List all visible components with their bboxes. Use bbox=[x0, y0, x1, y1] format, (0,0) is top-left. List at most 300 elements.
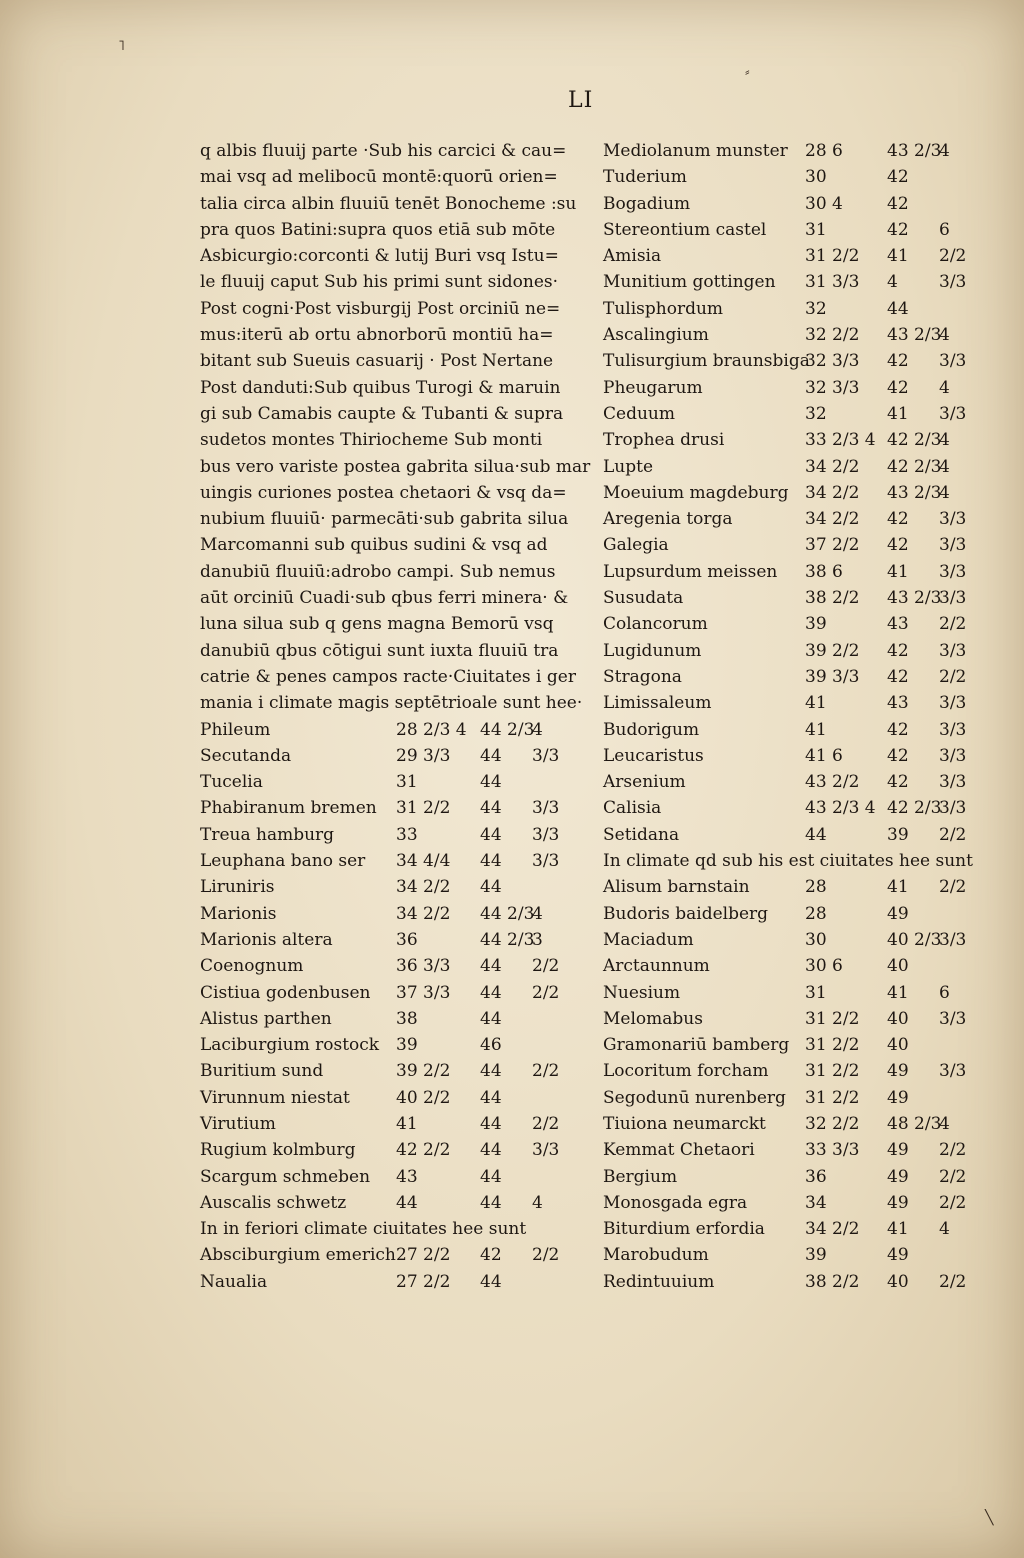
cell-lon: 38 bbox=[396, 1008, 418, 1029]
table-row bbox=[603, 927, 983, 953]
table-row bbox=[603, 217, 983, 243]
table-row bbox=[603, 296, 983, 322]
cell-lon: 34 4/4 bbox=[396, 851, 451, 872]
cell-name: Marobudum bbox=[603, 1245, 709, 1266]
cell-lon: 31 2/2 bbox=[805, 1061, 860, 1082]
cell-lon: 43 2/2 bbox=[805, 772, 860, 793]
table-row bbox=[200, 901, 595, 927]
prose-line: mania i climate magis septētrioale sunt hee· bbox=[200, 693, 583, 714]
cell-lon: 36 bbox=[396, 929, 418, 950]
table-row bbox=[603, 375, 983, 401]
table-row bbox=[603, 638, 983, 664]
cell-name: Munitium gottingen bbox=[603, 272, 776, 293]
table-row bbox=[603, 953, 983, 979]
cell-frac: 4 bbox=[532, 719, 543, 740]
cell-lat: 42 bbox=[887, 666, 909, 687]
cell-lat: 44 bbox=[480, 745, 502, 766]
cell-name: Biturdium erfordia bbox=[603, 1219, 765, 1240]
cell-name: Calisia bbox=[603, 798, 662, 819]
cell-lon: 41 bbox=[805, 719, 827, 740]
cell-frac: 3/3 bbox=[939, 272, 967, 293]
cell-frac: 2/2 bbox=[532, 956, 560, 977]
table-row bbox=[200, 1006, 595, 1032]
cell-name: Galegia bbox=[603, 535, 669, 556]
cell-lon: 43 bbox=[396, 1166, 418, 1187]
cell-lat: 46 bbox=[480, 1035, 502, 1056]
cell-frac: 3/3 bbox=[532, 1140, 560, 1161]
cell-frac: 2/2 bbox=[532, 982, 560, 1003]
cell-lat: 44 bbox=[480, 772, 502, 793]
cell-lat: 4 bbox=[887, 272, 898, 293]
cell-frac: 4 bbox=[939, 482, 950, 503]
table-row bbox=[603, 1190, 983, 1216]
table-row bbox=[603, 559, 983, 585]
table-row bbox=[200, 1085, 595, 1111]
cell-lon: 31 2/2 bbox=[805, 1035, 860, 1056]
cell-lon: 43 2/3 4 bbox=[805, 798, 876, 819]
table-row bbox=[200, 1190, 595, 1216]
table-row bbox=[603, 269, 983, 295]
cell-name: Leucaristus bbox=[603, 745, 704, 766]
cell-lat: 44 bbox=[480, 1061, 502, 1082]
cell-name: Amisia bbox=[603, 246, 662, 267]
table-row bbox=[603, 585, 983, 611]
cell-name: Coenognum bbox=[200, 956, 304, 977]
cell-frac: 4 bbox=[939, 377, 950, 398]
cell-lon: 31 2/2 bbox=[805, 246, 860, 267]
folio-number: LI bbox=[568, 88, 594, 113]
cell-lon: 32 2/2 bbox=[805, 1113, 860, 1134]
cell-frac: 3/3 bbox=[939, 929, 967, 950]
cell-name: Secutanda bbox=[200, 745, 292, 766]
cell-lat: 41 bbox=[887, 403, 909, 424]
cell-name: Leuphana bano ser bbox=[200, 851, 366, 872]
cell-lon: 27 2/2 bbox=[396, 1271, 451, 1292]
cell-lon: 40 2/2 bbox=[396, 1087, 451, 1108]
table-row bbox=[603, 1006, 983, 1032]
cell-lat: 49 bbox=[887, 1166, 909, 1187]
prose-line: uingis curiones postea chetaori & vsq da= bbox=[200, 482, 567, 503]
cell-frac: 3/3 bbox=[939, 403, 967, 424]
cell-frac: 3 bbox=[532, 929, 543, 950]
table-row bbox=[200, 953, 595, 979]
table-row bbox=[603, 1242, 983, 1268]
right-column bbox=[603, 138, 983, 1295]
cell-lat: 49 bbox=[887, 1140, 909, 1161]
cell-frac: 4 bbox=[939, 456, 950, 477]
cell-name: Rugium kolmburg bbox=[200, 1140, 356, 1161]
table-row bbox=[603, 980, 983, 1006]
table-row bbox=[200, 743, 595, 769]
cell-name: Arsenium bbox=[603, 772, 686, 793]
cell-name: Maciadum bbox=[603, 929, 694, 950]
cell-frac: 3/3 bbox=[939, 535, 967, 556]
cell-lat: 43 2/3 bbox=[887, 482, 942, 503]
table-row bbox=[603, 138, 983, 164]
prose-line: danubiū qbus cōtigui sunt iuxta fluuiū tra bbox=[200, 640, 559, 661]
cell-frac: 3/3 bbox=[532, 798, 560, 819]
table-row bbox=[603, 743, 983, 769]
prose-line: luna silua sub q gens magna Bemorū vsq bbox=[200, 614, 554, 635]
table-row bbox=[603, 1164, 983, 1190]
cell-lat: 43 2/3 bbox=[887, 141, 942, 161]
cell-lon: 39 bbox=[396, 1035, 418, 1056]
cell-frac: 2/2 bbox=[532, 1061, 560, 1082]
table-row bbox=[603, 164, 983, 190]
cell-name: Segodunū nurenberg bbox=[603, 1087, 786, 1108]
left-table bbox=[200, 717, 595, 1217]
table-row bbox=[200, 1269, 595, 1295]
cell-lat: 43 2/3 bbox=[887, 588, 942, 609]
cell-lat: 44 bbox=[480, 851, 502, 872]
cell-frac: 2/2 bbox=[939, 1271, 967, 1292]
cell-lon: 34 2/2 bbox=[805, 482, 860, 503]
cell-lon: 44 bbox=[396, 1192, 418, 1213]
cell-lat: 44 bbox=[480, 798, 502, 819]
prose-line: nubium fluuiū· parmecāti·sub gabrita silua bbox=[200, 509, 569, 530]
cell-lat: 42 bbox=[887, 167, 909, 188]
prose-line: sudetos montes Thiriocheme Sub monti bbox=[200, 430, 543, 451]
cell-name: Alisum barnstain bbox=[603, 877, 750, 898]
cell-lat: 49 bbox=[887, 1245, 909, 1266]
cell-lat: 44 bbox=[480, 1140, 502, 1161]
cell-name: Naualia bbox=[200, 1271, 268, 1292]
table-row bbox=[603, 1111, 983, 1137]
table-row bbox=[603, 454, 983, 480]
cell-name: Treua hamburg bbox=[200, 824, 335, 845]
table-row bbox=[603, 243, 983, 269]
cell-name: Virunnum niestat bbox=[200, 1087, 350, 1108]
cell-lon: 33 3/3 bbox=[805, 1140, 860, 1161]
cell-lon: 44 bbox=[805, 824, 827, 845]
cell-frac: 3/3 bbox=[939, 1008, 967, 1029]
cell-lat: 44 2/3 bbox=[480, 903, 535, 924]
cell-lon: 41 bbox=[396, 1113, 418, 1134]
cell-lat: 40 2/3 bbox=[887, 929, 942, 950]
cell-lat: 44 bbox=[480, 982, 502, 1003]
cell-lon: 32 3/3 bbox=[805, 351, 860, 372]
table-row bbox=[603, 795, 983, 821]
cell-lat: 49 bbox=[887, 1061, 909, 1082]
cell-lon: 38 2/2 bbox=[805, 588, 860, 609]
cell-frac: 4 bbox=[532, 1192, 543, 1213]
cell-name: Aregenia torga bbox=[603, 509, 733, 530]
cell-lat: 42 2/3 bbox=[887, 456, 942, 477]
cell-name: Phileum bbox=[200, 719, 271, 740]
table-row bbox=[200, 1137, 595, 1163]
cell-lat: 42 bbox=[887, 219, 909, 240]
cell-name: Monosgada egra bbox=[603, 1192, 748, 1213]
cell-name: Auscalis schwetz bbox=[200, 1192, 347, 1213]
cell-lat: 42 bbox=[887, 351, 909, 372]
cell-lon: 39 2/2 bbox=[396, 1061, 451, 1082]
right-table-2 bbox=[603, 874, 983, 1295]
cell-name: Laciburgium rostock bbox=[200, 1035, 380, 1056]
cell-lon: 39 bbox=[805, 614, 827, 635]
cell-name: Ceduum bbox=[603, 403, 675, 424]
table-row bbox=[200, 1032, 595, 1058]
cell-frac: 2/2 bbox=[532, 1245, 560, 1266]
cell-frac: 2/2 bbox=[939, 246, 967, 267]
cell-frac: 3/3 bbox=[939, 693, 967, 714]
margin-mark-icon: ╲ bbox=[985, 1510, 994, 1526]
margin-mark-icon: ˥ bbox=[118, 38, 125, 54]
prose-line: Post cogni·Post visburgij Post orciniū ne= bbox=[200, 298, 561, 319]
table-row bbox=[200, 1058, 595, 1084]
left-climate-heading: In in feriori climate ciuitates hee sunt bbox=[200, 1219, 527, 1240]
cell-lon: 30 bbox=[805, 167, 827, 188]
cell-lon: 28 2/3 4 bbox=[396, 719, 467, 740]
cell-frac: 3/3 bbox=[939, 1061, 967, 1082]
cell-lat: 42 2/3 bbox=[887, 430, 942, 451]
prose-line: Post danduti:Sub quibus Turogi & maruin bbox=[200, 377, 561, 398]
cell-lon: 34 2/2 bbox=[396, 903, 451, 924]
cell-name: Susudata bbox=[603, 588, 684, 609]
cell-frac: 3/3 bbox=[532, 851, 560, 872]
cell-lat: 44 bbox=[480, 1087, 502, 1108]
cell-lat: 40 bbox=[887, 1035, 909, 1056]
cell-lon: 32 bbox=[805, 403, 827, 424]
cell-lat: 44 bbox=[480, 1192, 502, 1213]
cell-lon: 33 2/3 4 bbox=[805, 430, 876, 451]
table-row bbox=[603, 480, 983, 506]
cell-lon: 37 3/3 bbox=[396, 982, 451, 1003]
table-row bbox=[200, 874, 595, 900]
cell-frac: 4 bbox=[939, 1219, 950, 1240]
cell-name: Nuesium bbox=[603, 982, 681, 1003]
cell-name: Tulisphordum bbox=[603, 298, 724, 319]
cell-name: Melomabus bbox=[603, 1008, 703, 1029]
cell-frac: 3/3 bbox=[532, 824, 560, 845]
cell-name: Tulisurgium braunsbiga bbox=[603, 351, 810, 372]
cell-name: Absciburgium emerich bbox=[200, 1245, 396, 1266]
cell-frac: 4 bbox=[532, 903, 543, 924]
cell-lat: 41 bbox=[887, 877, 909, 898]
cell-lat: 40 bbox=[887, 956, 909, 977]
cell-lat: 44 bbox=[480, 1271, 502, 1292]
cell-lon: 32 bbox=[805, 298, 827, 319]
cell-lon: 34 2/2 bbox=[805, 509, 860, 530]
table-row bbox=[603, 1032, 983, 1058]
cell-lat: 42 bbox=[887, 772, 909, 793]
table-row bbox=[200, 769, 595, 795]
cell-name: Liruniris bbox=[200, 877, 275, 898]
cell-lat: 42 bbox=[480, 1245, 502, 1266]
prose-line: Marcomanni sub quibus sudini & vsq ad bbox=[200, 535, 548, 556]
table-row bbox=[603, 769, 983, 795]
cell-frac: 4 bbox=[939, 430, 950, 451]
cell-name: Ascalingium bbox=[603, 325, 709, 346]
cell-name: Limissaleum bbox=[603, 693, 712, 714]
cell-frac: 3/3 bbox=[939, 772, 967, 793]
cell-lat: 42 bbox=[887, 377, 909, 398]
table-row bbox=[603, 690, 983, 716]
cell-name: Bogadium bbox=[603, 193, 691, 214]
cell-lon: 31 bbox=[805, 219, 827, 240]
prose-line: Asbicurgio:corconti & lutij Buri vsq Istu= bbox=[200, 246, 559, 267]
table-row bbox=[603, 506, 983, 532]
cell-lat: 44 2/3 bbox=[480, 719, 535, 740]
cell-frac: 4 bbox=[939, 1113, 950, 1134]
cell-lon: 42 2/2 bbox=[396, 1140, 451, 1161]
cell-lon: 28 bbox=[805, 903, 827, 924]
cell-frac: 3/3 bbox=[939, 588, 967, 609]
cell-lat: 44 bbox=[480, 956, 502, 977]
cell-frac: 2/2 bbox=[939, 1166, 967, 1187]
cell-lat: 44 bbox=[887, 298, 909, 319]
cell-frac: 4 bbox=[939, 141, 950, 161]
cell-lat: 42 bbox=[887, 719, 909, 740]
cell-frac: 3/3 bbox=[939, 509, 967, 530]
cell-lat: 39 bbox=[887, 824, 909, 845]
table-row bbox=[200, 717, 595, 743]
prose-line: catrie & penes campos racte·Ciuitates i ger bbox=[200, 666, 576, 687]
cell-lon: 32 2/2 bbox=[805, 325, 860, 346]
cell-lat: 41 bbox=[887, 246, 909, 267]
cell-name: Marionis altera bbox=[200, 929, 333, 950]
cell-lat: 49 bbox=[887, 1192, 909, 1213]
cell-name: Alistus parthen bbox=[200, 1008, 332, 1029]
prose-line: danubiū fluuiū:adrobo campi. Sub nemus bbox=[200, 561, 556, 582]
cell-name: Scargum schmeben bbox=[200, 1166, 371, 1187]
prose-line: mus:iterū ab ortu abnorborū montiū ha= bbox=[200, 325, 554, 346]
cell-lat: 43 bbox=[887, 614, 909, 635]
cell-lon: 30 bbox=[805, 929, 827, 950]
cell-lat: 42 bbox=[887, 640, 909, 661]
cell-name: Gramonariū bamberg bbox=[603, 1035, 790, 1056]
cell-frac: 2/2 bbox=[939, 824, 967, 845]
prose-line: bus vero variste postea gabrita silua·sub mar bbox=[200, 456, 591, 477]
cell-lat: 42 bbox=[887, 535, 909, 556]
cell-name: Locoritum forcham bbox=[603, 1061, 769, 1082]
table-row bbox=[200, 1111, 595, 1137]
prose-line: pra quos Batini:supra quos etiā sub mōte bbox=[200, 219, 556, 240]
cell-frac: 6 bbox=[939, 219, 950, 240]
cell-lat: 42 2/3 bbox=[887, 798, 942, 819]
cell-frac: 3/3 bbox=[532, 745, 560, 766]
cell-name: Virutium bbox=[200, 1113, 276, 1134]
cell-lat: 41 bbox=[887, 1219, 909, 1240]
cell-lon: 37 2/2 bbox=[805, 535, 860, 556]
cell-lon: 34 2/2 bbox=[396, 877, 451, 898]
cell-lat: 42 bbox=[887, 509, 909, 530]
table-row bbox=[603, 717, 983, 743]
table-row bbox=[603, 191, 983, 217]
prose-line: q albis fluuij parte ·Sub his carcici & cau= bbox=[200, 141, 567, 161]
cell-lon: 28 6 bbox=[805, 141, 843, 161]
prose-line: talia circa albin fluuiū tenēt Bonocheme :su bbox=[200, 193, 577, 214]
cell-lat: 49 bbox=[887, 903, 909, 924]
cell-name: Buritium sund bbox=[200, 1061, 324, 1082]
cell-name: Moeuium magdeburg bbox=[603, 482, 789, 503]
left-column bbox=[200, 138, 595, 1295]
cell-lon: 30 4 bbox=[805, 193, 843, 214]
cell-lon: 41 bbox=[805, 693, 827, 714]
right-table bbox=[603, 138, 983, 848]
cell-frac: 2/2 bbox=[939, 877, 967, 898]
cell-lon: 39 bbox=[805, 1245, 827, 1266]
cell-name: Stragona bbox=[603, 666, 682, 687]
cell-lat: 44 2/3 bbox=[480, 929, 535, 950]
table-row bbox=[603, 348, 983, 374]
cell-name: Phabiranum bremen bbox=[200, 798, 377, 819]
cell-frac: 2/2 bbox=[939, 1192, 967, 1213]
cell-lon: 34 2/2 bbox=[805, 1219, 860, 1240]
table-row bbox=[603, 1058, 983, 1084]
cell-frac: 2/2 bbox=[532, 1113, 560, 1134]
cell-frac: 3/3 bbox=[939, 745, 967, 766]
table-row bbox=[200, 1164, 595, 1190]
table-row bbox=[603, 1216, 983, 1242]
cell-lat: 44 bbox=[480, 1166, 502, 1187]
cell-name: Cistiua godenbusen bbox=[200, 982, 371, 1003]
cell-name: Tuderium bbox=[603, 167, 687, 188]
cell-lon: 34 2/2 bbox=[805, 456, 860, 477]
cell-lon: 36 3/3 bbox=[396, 956, 451, 977]
cell-lon: 29 3/3 bbox=[396, 745, 451, 766]
cell-lon: 38 6 bbox=[805, 561, 843, 582]
cell-lon: 32 3/3 bbox=[805, 377, 860, 398]
table-row bbox=[603, 1269, 983, 1295]
cell-name: Lupte bbox=[603, 456, 654, 477]
cell-name: Lugidunum bbox=[603, 640, 702, 661]
prose-line: bitant sub Sueuis casuarij · Post Nertane bbox=[200, 351, 554, 372]
cell-lat: 43 2/3 bbox=[887, 325, 942, 346]
table-row bbox=[603, 822, 983, 848]
cell-lon: 39 2/2 bbox=[805, 640, 860, 661]
cell-lat: 41 bbox=[887, 982, 909, 1003]
cell-frac: 2/2 bbox=[939, 614, 967, 635]
cell-lon: 31 3/3 bbox=[805, 272, 860, 293]
prose-line: le fluuij caput Sub his primi sunt sidones· bbox=[200, 272, 559, 293]
cell-frac: 2/2 bbox=[939, 666, 967, 687]
table-row bbox=[200, 980, 595, 1006]
cell-lon: 31 bbox=[396, 772, 418, 793]
cell-frac: 3/3 bbox=[939, 561, 967, 582]
cell-lon: 38 2/2 bbox=[805, 1271, 860, 1292]
margin-mark-icon: ⸗ bbox=[745, 64, 750, 80]
table-row bbox=[603, 532, 983, 558]
prose-line: aūt orciniū Cuadi·sub qbus ferri minera· & bbox=[200, 588, 569, 609]
cell-lat: 48 2/3 bbox=[887, 1113, 942, 1134]
cell-lat: 42 bbox=[887, 745, 909, 766]
cell-lat: 40 bbox=[887, 1008, 909, 1029]
cell-lon: 31 2/2 bbox=[396, 798, 451, 819]
cell-lat: 42 bbox=[887, 193, 909, 214]
table-row bbox=[603, 611, 983, 637]
cell-name: Mediolanum munster bbox=[603, 141, 788, 161]
cell-name: Marionis bbox=[200, 903, 277, 924]
cell-lon: 27 2/2 bbox=[396, 1245, 451, 1266]
cell-lon: 36 bbox=[805, 1166, 827, 1187]
cell-name: Setidana bbox=[603, 824, 680, 845]
cell-frac: 3/3 bbox=[939, 719, 967, 740]
cell-name: Budoris baidelberg bbox=[603, 903, 769, 924]
table-row bbox=[603, 901, 983, 927]
cell-lat: 49 bbox=[887, 1087, 909, 1108]
cell-name: Budorigum bbox=[603, 719, 700, 740]
table-row bbox=[603, 874, 983, 900]
cell-lon: 41 6 bbox=[805, 745, 843, 766]
cell-lon: 30 6 bbox=[805, 956, 843, 977]
cell-frac: 3/3 bbox=[939, 351, 967, 372]
cell-lat: 44 bbox=[480, 824, 502, 845]
left-table-2 bbox=[200, 1242, 595, 1295]
table-row bbox=[603, 401, 983, 427]
prose-line: mai vsq ad melibocū montē:quorū orien= bbox=[200, 167, 558, 188]
cell-name: Pheugarum bbox=[603, 377, 703, 398]
cell-frac: 3/3 bbox=[939, 640, 967, 661]
